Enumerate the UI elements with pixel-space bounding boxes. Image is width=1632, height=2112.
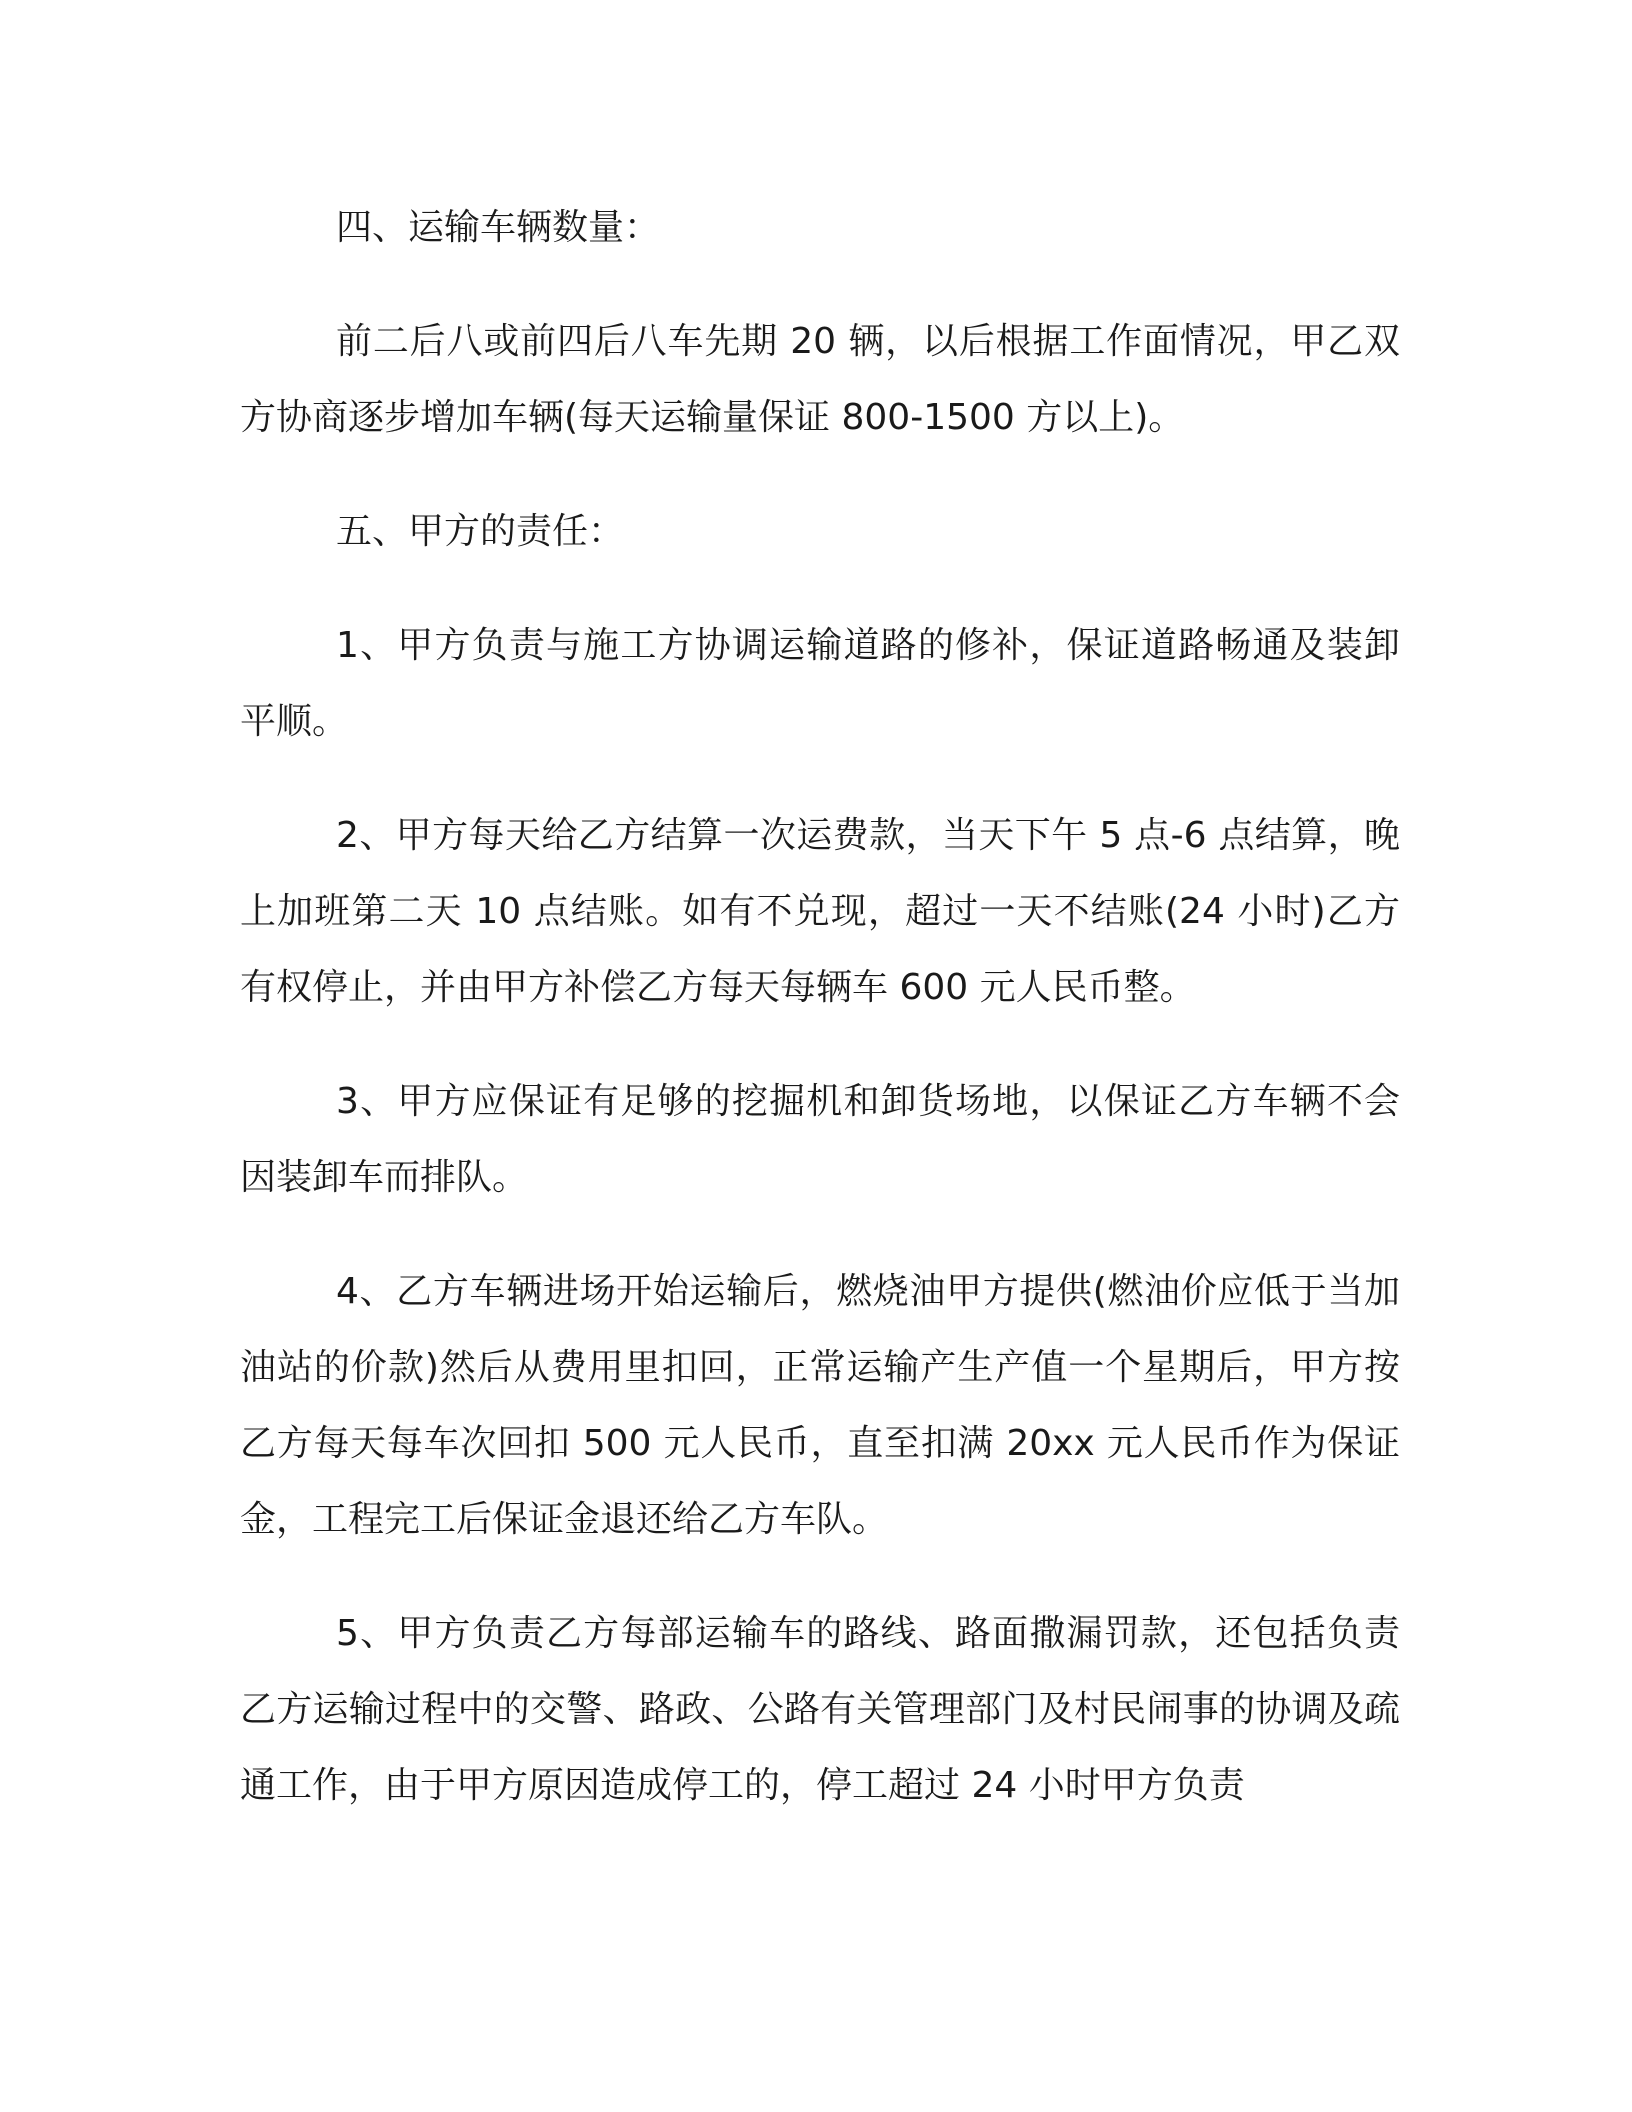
document-body — [240, 190, 1400, 1862]
paragraph-vehicle-count: 前二后八或前四后八车先期 20 辆，以后根据工作面情况，甲乙双方协商逐步增加车辆(每天运输量保证 800-1500 方以上)。 — [240, 321, 1400, 438]
clause-2: 2、甲方每天给乙方结算一次运费款，当天下午 5 点-6 点结算，晚上加班第二天 10 点结账。如有不兑现，超过一天不结账(24 小时)乙方有权停止，并由甲方补偿乙方每天每辆车 600 元人民币整。 — [240, 815, 1400, 1008]
clause-4: 4、乙方车辆进场开始运输后，燃烧油甲方提供(燃油价应低于当加油站的价款)然后从费用里扣回，正常运输产生产值一个星期后，甲方按乙方每天每车次回扣 500 元人民币，直至扣满 20xx 元人民币作为保证金，工程完工后保证金退还给乙方车队。 — [240, 1271, 1400, 1540]
section-heading-party-a-duties: 五、甲方的责任： — [336, 511, 625, 552]
section-heading-vehicle-count: 四、运输车辆数量： — [336, 207, 661, 248]
clause-3: 3、甲方应保证有足够的挖掘机和卸货场地，以保证乙方车辆不会因装卸车而排队。 — [240, 1081, 1400, 1198]
clause-1: 1、甲方负责与施工方协调运输道路的修补，保证道路畅通及装卸平顺。 — [240, 625, 1400, 742]
clause-5: 5、甲方负责乙方每部运输车的路线、路面撒漏罚款，还包括负责乙方运输过程中的交警、路政、公路有关管理部门及村民闹事的协调及疏通工作，由于甲方原因造成停工的，停工超过 24 小时甲方负责 — [240, 1613, 1400, 1806]
